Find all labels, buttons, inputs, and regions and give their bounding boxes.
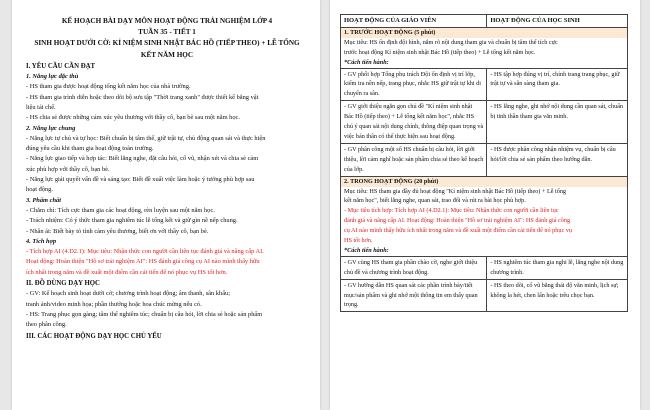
stage-heading: 2. TRONG HOẠT ĐỘNG (20 phút)	[341, 177, 627, 187]
activity-title: SINH HOẠT DƯỚI CỜ: KỈ NIỆM SINH NHẬT BÁC HỒ (TIẾP THEO) + LỄ TỔNG	[34, 39, 300, 48]
section-requirements: I. YÊU CẦU CẦN ĐẠT	[26, 62, 96, 70]
table-row	[341, 68, 628, 101]
integration-objective-line: đánh giá và nâng cấp AI. Hoạt động: Hoàn thiện "Hồ sơ trải nghiệm AI": HS đánh giá công	[344, 217, 571, 225]
student-activity-cell: - HS tập hợp đúng vị trí, chỉnh trang trang phục, giữ trật tự và sẵn sàng tham gia.	[487, 68, 628, 101]
teacher-activity-cell: - GV giới thiệu ngắn gọn chủ đề "Kỉ niệm sinh nhật Bác Hồ (tiếp theo) + Lễ tổng kết năm học", nhắc HS chú ý quan sát nội dung chính, thông điệp quan trọng và việc bản thân có thể thực hiện sau hoạt động.	[341, 101, 487, 144]
teacher-activity-cell: - GV phối hợp Tổng phụ trách Đội ổn định vị trí lớp, kiểm tra nền nếp, trang phục, nhắc HS giữ trật tự khi di chuyển ra sân.	[341, 68, 487, 101]
integration-text-line: - Tích hợp AI (4.D2.1): Mục tiêu: Nhận thức con người cần liên tục đánh giá và nâng cấp AI.	[26, 248, 264, 256]
text-line: - Năng lực giải quyết vấn đề và sáng tạo: Biết đề xuất việc làm hoặc ý tưởng phù hợp sau	[26, 176, 255, 184]
integration-objective-line: cụ AI nào mình thấy hữu ích nhất trong năm và đề xuất một điểm cần cải tiến để nó phục vụ	[344, 227, 572, 235]
lesson-plan-title: KẾ HOẠCH BÀI DẠY MÔN HOẠT ĐỘNG TRẢI NGHIỆM LỚP 4	[61, 17, 273, 25]
teacher-activity-cell: - GV cùng HS tham gia phần chào cờ, nghe giới thiệu chủ đề và chương trình hoạt động.	[341, 256, 487, 279]
objective-line: Mục tiêu: HS tham gia đầy đủ hoạt động "Kỉ niệm sinh nhật Bác Hồ (tiếp theo) + Lễ tổng	[344, 187, 567, 195]
text-line: - Chăm chỉ: Tích cực tham gia các hoạt động, rèn luyện sau một năm học.	[26, 206, 215, 214]
text-line: theo phân công.	[26, 321, 67, 329]
objective-line: Mục tiêu: HS ổn định đội hình, nắm rõ nội dung tham gia và chuẩn bị tâm thế tích cực	[344, 38, 558, 46]
section-teaching-materials: II. ĐỒ DÙNG DẠY HỌC	[26, 280, 100, 288]
stage-heading: 1. TRƯỚC HOẠT ĐỘNG (5 phút)	[341, 28, 627, 38]
subsection-general-competence: 2. Năng lực chung	[26, 124, 76, 132]
activity-table	[340, 14, 628, 312]
text-line: - GV: Kế hoạch sinh hoạt dưới cờ; chương trình hoạt động; âm thanh, sân khấu;	[26, 290, 231, 298]
text-line: - Trách nhiệm: Có ý thức tham gia nghiêm túc lễ tổng kết và giữ gìn nề nếp chung.	[26, 217, 238, 225]
integration-objective-line: HS tốt hơn.	[344, 237, 373, 245]
text-line: đúng yêu cầu khi tham gia hoạt động toàn trường.	[26, 145, 154, 153]
left-document-page	[12, 0, 320, 410]
text-line: - HS tham gia trình diễn hoặc theo dõi bộ sưu tập "Thời trang xanh" được thiết kế bằng vật	[26, 93, 259, 101]
table-row	[341, 143, 628, 176]
table-row	[341, 279, 628, 312]
table-row	[341, 101, 628, 144]
text-line: xúc phù hợp với thầy cô, bạn bè.	[26, 165, 110, 173]
text-line: liệu tái chế.	[26, 104, 56, 111]
integration-text-line: ích nhất trong năm và đề xuất một điểm cần cải tiến để nó phục vụ HS tốt hơn.	[26, 268, 228, 276]
student-activity-cell: - HS nghiêm túc tham gia nghi lễ, lắng nghe nội dung chương trình.	[487, 256, 628, 279]
text-line: - Nhân ái: Biết bày tỏ tình cảm yêu thương, biết ơn với thầy cô, bạn bè.	[26, 227, 209, 235]
teacher-activity-cell: - GV hướng dẫn HS quan sát các phần trình bày/tiết mục/sản phẩm và ghi nhớ một thông tin em thấy quan trọng.	[341, 279, 487, 312]
text-line: tranh ảnh/video minh họa; phần thưởng hoặc hoa chúc mừng nếu có.	[26, 300, 202, 308]
student-activity-cell: - HS theo dõi, cổ vũ bằng thái độ văn minh, lịch sự; không la hét, chen lấn hoặc trêu chọc bạn.	[487, 279, 628, 312]
text-line: - Năng lực giao tiếp và hợp tác: Biết lắng nghe, đặt câu hỏi, cổ vũ, nhận xét và chia sẻ cảm	[26, 155, 259, 163]
stage-row	[341, 176, 628, 256]
teacher-column-header: HOẠT ĐỘNG CỦA GIÁO VIÊN	[341, 15, 487, 28]
text-line: - HS tham gia được hoạt động tổng kết năm học của nhà trường.	[26, 83, 191, 91]
week-period-title: TUẦN 35 - TIẾT 1	[138, 28, 196, 37]
subsection-qualities: 3. Phẩm chất	[26, 196, 61, 204]
subsection-integration: 4. Tích hợp	[26, 237, 57, 245]
text-line: - HS: Trang phục gọn gàng; tâm thế nghiêm túc; chuẩn bị câu hỏi, lời chia sẻ hoặc sản phẩm	[26, 310, 263, 318]
teacher-activity-cell: - GV phân công một số HS chuẩn bị câu hỏi, lời giới thiệu, lời cảm nghĩ hoặc sản phẩm chia sẻ theo kế hoạch của lớp.	[341, 143, 487, 176]
integration-objective-line: - Mục tiêu tích hợp: Tích hợp AI (4.D2.1): Mục tiêu: Nhận thức con người cần liên tục	[344, 207, 559, 215]
procedure-label: *Cách tiến hành:	[344, 58, 389, 66]
student-activity-cell: - HS lắng nghe, ghi nhớ nội dung cần quan sát, chuẩn bị tinh thần tham gia văn minh.	[487, 101, 628, 144]
text-line: - HS chia sẻ được những cảm xúc yêu thương với thầy cô, bạn bè sau một năm học.	[26, 114, 240, 122]
stage-row	[341, 27, 628, 68]
table-header-row	[341, 15, 628, 28]
section-main-activities: III. CÁC HOẠT ĐỘNG DẠY HỌC CHỦ YẾU	[26, 332, 162, 340]
procedure-label: *Cách tiến hành:	[344, 246, 389, 254]
text-line: hoạt động.	[26, 186, 53, 194]
integration-text-line: Hoạt động: Hoàn thiện "Hồ sơ trải nghiệm AI": HS đánh giá công cụ AI nào mình thấy hữu	[26, 258, 260, 266]
objective-line: kết năm học", biết lắng nghe, quan sát, trao đổi và rút ra bài học phù hợp.	[344, 197, 526, 205]
text-line: - Năng lực tự chủ và tự học: Biết chuẩn bị tâm thế, giữ trật tự, chủ động quan sát và thực hiện	[26, 134, 266, 142]
table-row	[341, 256, 628, 279]
objective-line: trước hoạt động Kỉ niệm sinh nhật Bác Hồ (tiếp theo) + Lễ tổng kết năm học.	[344, 48, 536, 56]
right-document-page	[330, 0, 640, 410]
student-column-header: HOẠT ĐỘNG CỦA HỌC SINH	[487, 15, 628, 28]
student-activity-cell: - HS được phân công nhận nhiệm vụ, chuẩn bị câu hỏi/lời chia sẻ sản phẩm theo hướng dẫn.	[487, 143, 628, 176]
subsection-specific-competence: 1. Năng lực đặc thù	[26, 73, 79, 81]
activity-title-cont: KẾT NĂM HỌC	[140, 50, 194, 59]
